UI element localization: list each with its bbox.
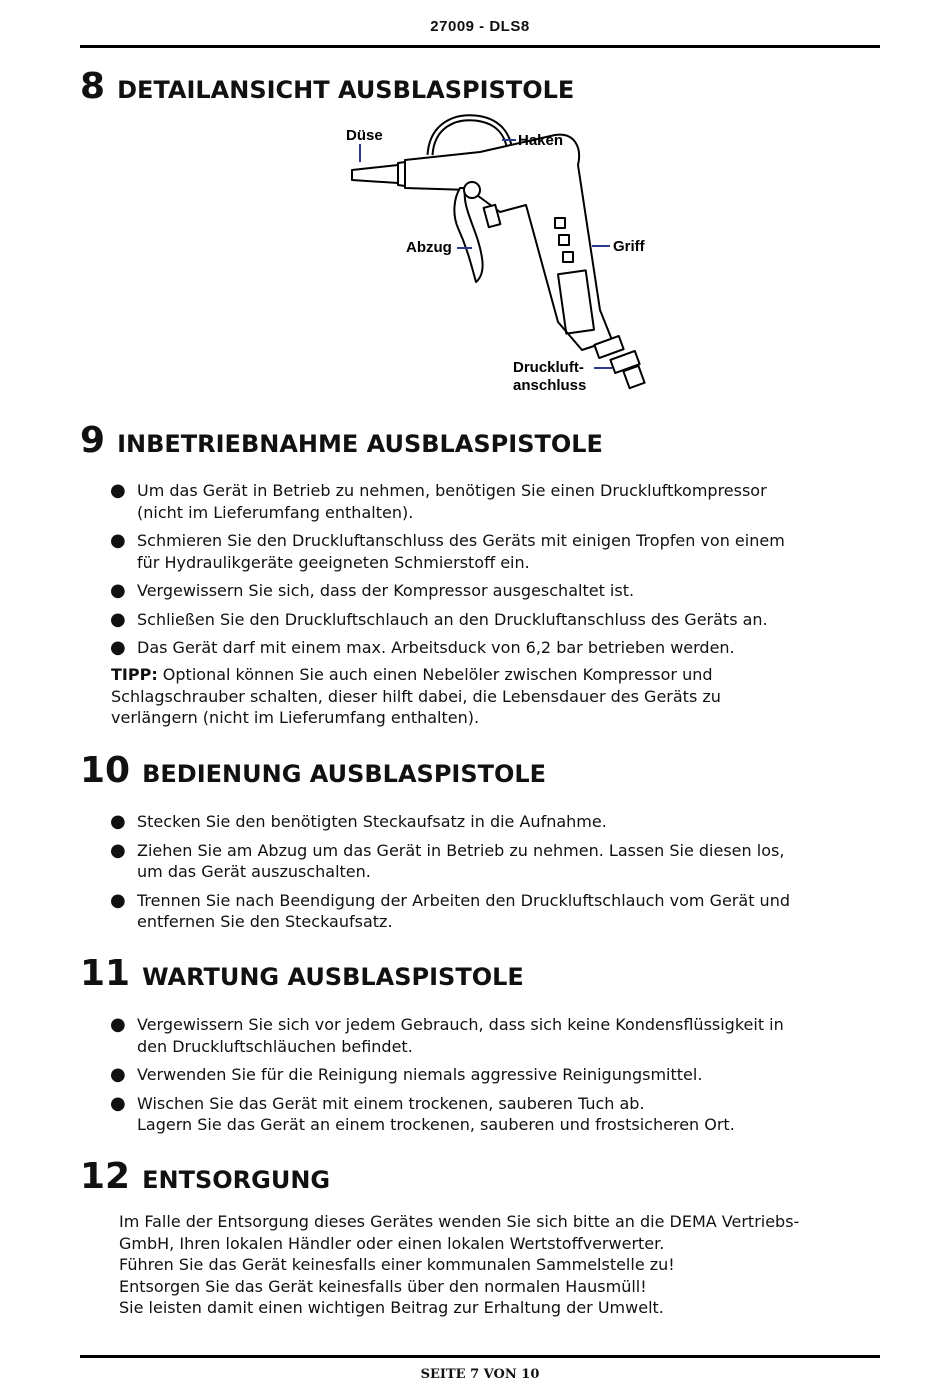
page-footer: SEITE 7 VON 10 bbox=[420, 1367, 540, 1382]
disposal-line: Entsorgen Sie das Gerät keinesfalls über den normalen Hausmüll! bbox=[119, 1276, 647, 1296]
section-number: 12 bbox=[80, 1156, 131, 1197]
list-line: Das Gerät darf mit einem max. Arbeitsduck von 6,2 bar betrieben werden. bbox=[137, 638, 735, 657]
disposal-text bbox=[119, 1211, 889, 1319]
list-line: Vergewissern Sie sich vor jedem Gebrauch, dass sich keine Kondensflüssigkeit in bbox=[137, 1015, 784, 1034]
section-number: 8 bbox=[80, 66, 106, 107]
footer-rule bbox=[80, 1355, 880, 1358]
section-number: 11 bbox=[80, 953, 131, 994]
bullet-icon: ● bbox=[110, 889, 126, 911]
label-haken: Haken bbox=[518, 132, 564, 149]
list-line: Wischen Sie das Gerät mit einem trockenen, sauberen Tuch ab. bbox=[137, 1093, 645, 1113]
list-item bbox=[110, 811, 870, 833]
label-abzug: Abzug bbox=[406, 239, 452, 256]
disposal-line: Sie leisten damit einen wichtigen Beitrag zur Erhaltung der Umwelt. bbox=[119, 1298, 664, 1317]
bullet-icon: ● bbox=[110, 1014, 126, 1035]
bullet-icon: ● bbox=[110, 839, 126, 861]
section-9-list bbox=[110, 480, 870, 666]
section-title: ENTSORGUNG bbox=[142, 1166, 331, 1194]
disposal-line: GmbH, Ihren lokalen Händler oder einen lokalen Wertstoffverwerter. bbox=[119, 1233, 665, 1253]
section-11-list bbox=[110, 1014, 870, 1143]
tip-line: verlängern (nicht im Lieferumfang enthalten). bbox=[111, 708, 480, 727]
list-item bbox=[110, 580, 870, 602]
section-number: 9 bbox=[80, 420, 106, 461]
list-line: Schmieren Sie den Druckluftanschluss des Geräts mit einigen Tropfen von einem bbox=[137, 531, 785, 550]
bullet-icon: ● bbox=[110, 811, 126, 832]
list-item bbox=[110, 840, 870, 883]
section-8-heading bbox=[80, 66, 574, 107]
page-header: 27009 - DLS8 bbox=[430, 18, 530, 35]
section-number: 10 bbox=[80, 750, 131, 791]
disposal-line: Führen Sie das Gerät keinesfalls einer kommunalen Sammelstelle zu! bbox=[119, 1255, 675, 1274]
bullet-icon: ● bbox=[110, 1064, 126, 1085]
list-line: entfernen Sie den Steckaufsatz. bbox=[137, 912, 393, 931]
label-duese: Düse bbox=[346, 127, 383, 144]
list-item bbox=[110, 480, 870, 523]
bullet-icon: ● bbox=[110, 1092, 126, 1114]
section-10-heading bbox=[80, 750, 546, 791]
section-9-heading bbox=[80, 420, 603, 461]
list-line: Trennen Sie nach Beendigung der Arbeiten den Druckluftschlauch vom Gerät und bbox=[137, 890, 790, 910]
list-line: um das Gerät auszuschalten. bbox=[137, 862, 371, 881]
list-item bbox=[110, 609, 870, 631]
tip-line: Optional können Sie auch einen Nebelöler zwischen Kompressor und bbox=[157, 665, 713, 684]
list-item bbox=[110, 637, 870, 659]
disposal-line: Im Falle der Entsorgung dieses Gerätes wenden Sie sich bitte an die DEMA Vertriebs- bbox=[119, 1212, 800, 1231]
section-12-heading bbox=[80, 1156, 330, 1197]
tip-paragraph bbox=[111, 664, 871, 729]
list-item bbox=[110, 1093, 870, 1136]
list-line: Schließen Sie den Druckluftschlauch an den Druckluftanschluss des Geräts an. bbox=[137, 609, 768, 629]
list-item bbox=[110, 530, 870, 573]
list-line: den Druckluftschläuchen befindet. bbox=[137, 1036, 413, 1056]
bullet-icon: ● bbox=[110, 530, 126, 551]
bullet-icon: ● bbox=[110, 608, 126, 630]
section-title: DETAILANSICHT AUSBLASPISTOLE bbox=[117, 76, 575, 104]
section-title: WARTUNG AUSBLASPISTOLE bbox=[142, 963, 524, 991]
tip-line: Schlagschrauber schalten, dieser hilft dabei, die Lebensdauer des Geräts zu bbox=[111, 686, 721, 706]
bullet-icon: ● bbox=[110, 637, 126, 658]
list-line: Um das Gerät in Betrieb zu nehmen, benötigen Sie einen Druckluftkompressor bbox=[137, 481, 767, 500]
list-line: für Hydraulikgeräte geeigneten Schmierstoff ein. bbox=[137, 552, 530, 572]
list-line: Verwenden Sie für die Reinigung niemals aggressive Reinigungsmittel. bbox=[137, 1065, 703, 1084]
bullet-icon: ● bbox=[110, 480, 126, 501]
list-line: Ziehen Sie am Abzug um das Gerät in Betrieb zu nehmen. Lassen Sie diesen los, bbox=[137, 840, 785, 860]
blow-gun-diagram bbox=[330, 110, 660, 400]
label-druckluft-1: Druckluft- bbox=[513, 359, 584, 376]
header-rule bbox=[80, 45, 880, 48]
list-line: (nicht im Lieferumfang enthalten). bbox=[137, 502, 414, 522]
label-druckluft-2: anschluss bbox=[513, 377, 587, 394]
section-title: BEDIENUNG AUSBLASPISTOLE bbox=[142, 760, 547, 788]
list-line: Stecken Sie den benötigten Steckaufsatz in die Aufnahme. bbox=[137, 812, 607, 831]
section-11-heading bbox=[80, 953, 524, 994]
list-line: Vergewissern Sie sich, dass der Kompressor ausgeschaltet ist. bbox=[137, 581, 635, 600]
tip-label: TIPP: bbox=[111, 665, 158, 684]
bullet-icon: ● bbox=[110, 580, 126, 601]
list-item bbox=[110, 890, 870, 933]
list-item bbox=[110, 1014, 870, 1057]
section-title: INBETRIEBNAHME AUSBLASPISTOLE bbox=[117, 430, 603, 458]
label-griff: Griff bbox=[613, 238, 645, 255]
section-10-list bbox=[110, 811, 870, 940]
list-line: Lagern Sie das Gerät an einem trockenen, sauberen und frostsicheren Ort. bbox=[137, 1115, 735, 1134]
list-item bbox=[110, 1064, 870, 1086]
